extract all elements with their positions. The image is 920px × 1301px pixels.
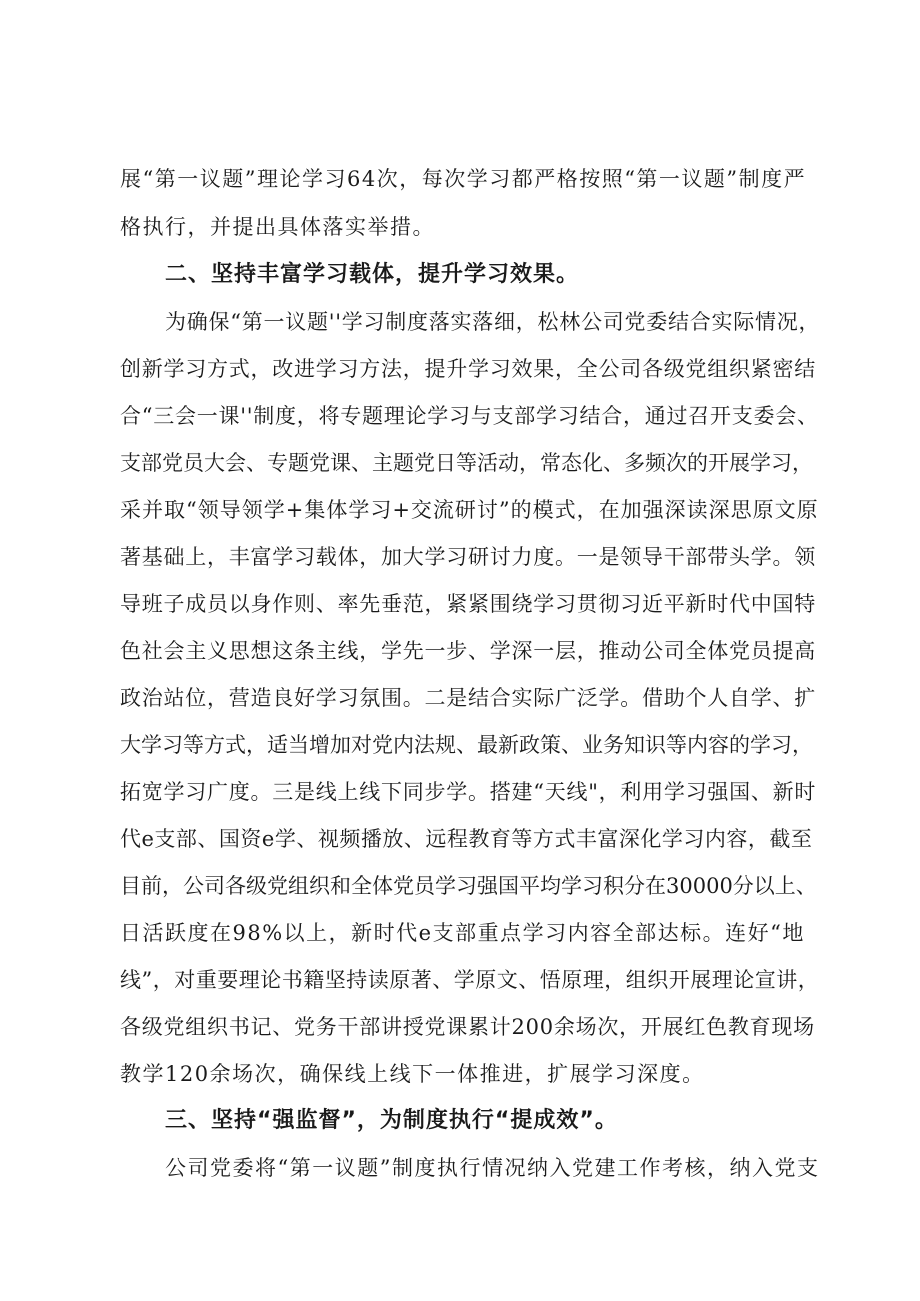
body-line: 创新学习方式，改进学习方法，提升学习效果，全公司各级党组织紧密结 [120,357,816,381]
body-line: 公司党委将“第一议题”制度执行情况纳入党建工作考核，纳入党支 [165,1156,820,1180]
body-line: 著基础上，丰富学习载体，加大学习研讨力度。一是领导干部带头学。领 [120,545,816,569]
body-line: 目前，公司各级党组织和全体党员学习强国平均学习积分在30000分以上、 [120,874,817,898]
body-line: 教学120余场次，确保线上线下一体推进，扩展学习深度。 [120,1062,705,1086]
section-heading-2: 二、坚持丰富学习载体，提升学习效果。 [165,262,580,287]
body-line: 政治站位，营造良好学习氛围。二是结合实际广泛学。借助个人自学、扩 [120,686,816,710]
body-line: 展“第一议题”理论学习64次，每次学习都严格按照“第一议题”制度严 [120,167,807,191]
body-line: 拓宽学习广度。三是线上线下同步学。搭建“天线"，利用学习强国、新时 [120,780,817,804]
body-line: 支部党员大会、专题党课、主题党日等活动，常态化、多频次的开展学习， [120,451,813,475]
body-line: 导班子成员以身作则、率先垂范，紧紧围绕学习贯彻习近平新时代中国特 [120,592,816,616]
body-line: 各级党组织书记、党务干部讲授党课累计200余场次，开展红色教育现场 [120,1015,815,1039]
body-line: 大学习等方式，适当增加对党内法规、最新政策、业务知识等内容的学习， [120,733,813,757]
body-line: 采并取“领导领学+集体学习+交流研讨”的模式，在加强深读深思原文原 [120,498,819,522]
body-line: 合“三会一课''制度，将专题理论学习与支部学习结合，通过召开支委会、 [120,404,819,428]
body-line: 格执行，并提出具体落实举措。 [120,215,435,239]
body-line: 代e支部、国资e学、视频播放、远程教育等方式丰富深化学习内容，截至 [120,827,813,851]
section-heading-3: 三、坚持“强监督”，为制度执行“提成效”。 [165,1108,618,1133]
body-line: 线”，对重要理论书籍坚持读原著、学原文、悟原理，组织开展理论宣讲， [120,968,820,992]
body-line: 为确保“第一议题''学习制度落实落细，松林公司党委结合实际情况， [165,310,821,334]
body-line: 色社会主义思想这条主线，学先一步、学深一层，推动公司全体党员提高 [120,639,816,663]
body-line: 日活跃度在98%以上，新时代e支部重点学习内容全部达标。连好“地 [120,921,805,945]
